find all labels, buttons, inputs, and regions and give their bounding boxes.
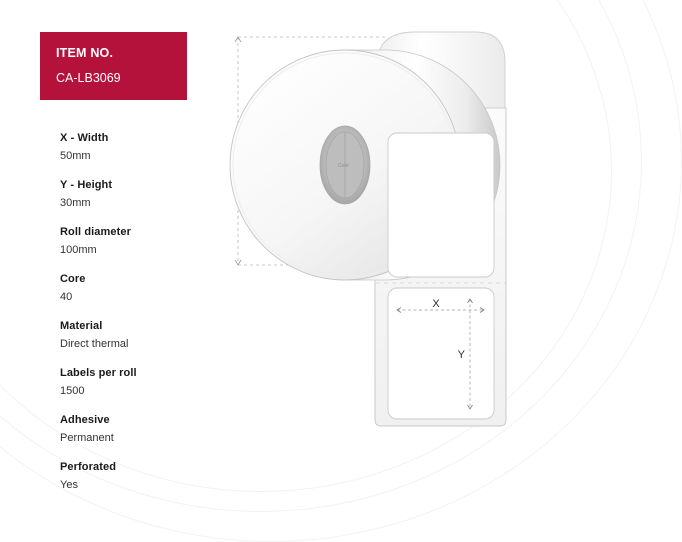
spec-value: Yes	[60, 479, 78, 491]
spec-row-core	[60, 272, 230, 305]
item-number-value: CA-LB3069	[56, 71, 121, 85]
y-label: Y	[457, 349, 465, 361]
specification-list	[60, 131, 230, 507]
spec-name: Core	[60, 273, 86, 285]
roll-core	[320, 126, 370, 204]
spec-value: Direct thermal	[60, 338, 129, 350]
spec-name: Y - Height	[60, 179, 113, 191]
spec-name: Adhesive	[60, 414, 110, 426]
spec-row-material	[60, 319, 230, 352]
spec-value: 100mm	[60, 244, 97, 256]
spec-value: 40	[60, 291, 73, 303]
spec-name: Roll diameter	[60, 226, 131, 238]
spec-row-roll-diameter	[60, 225, 230, 258]
spec-value: Permanent	[60, 432, 114, 444]
x-label: X	[432, 298, 440, 310]
spec-value: 50mm	[60, 150, 91, 162]
spec-row-labels-per-roll	[60, 366, 230, 399]
spec-name: X - Width	[60, 132, 109, 144]
spec-value: 30mm	[60, 197, 91, 209]
spec-row-height	[60, 178, 230, 211]
label-sample-upper	[388, 133, 494, 277]
spec-name: Material	[60, 320, 103, 332]
spec-value: 1500	[60, 385, 85, 397]
item-number-badge	[40, 32, 187, 100]
spec-name: Labels per roll	[60, 367, 137, 379]
spec-name: Perforated	[60, 461, 117, 473]
core-label: Core	[338, 163, 349, 169]
spec-row-perforated	[60, 460, 230, 493]
spec-row-width	[60, 131, 230, 164]
label-sample-lower	[388, 288, 494, 419]
spec-row-adhesive	[60, 413, 230, 446]
item-number-label: ITEM NO.	[56, 46, 114, 60]
label-roll-illustration	[225, 20, 625, 435]
